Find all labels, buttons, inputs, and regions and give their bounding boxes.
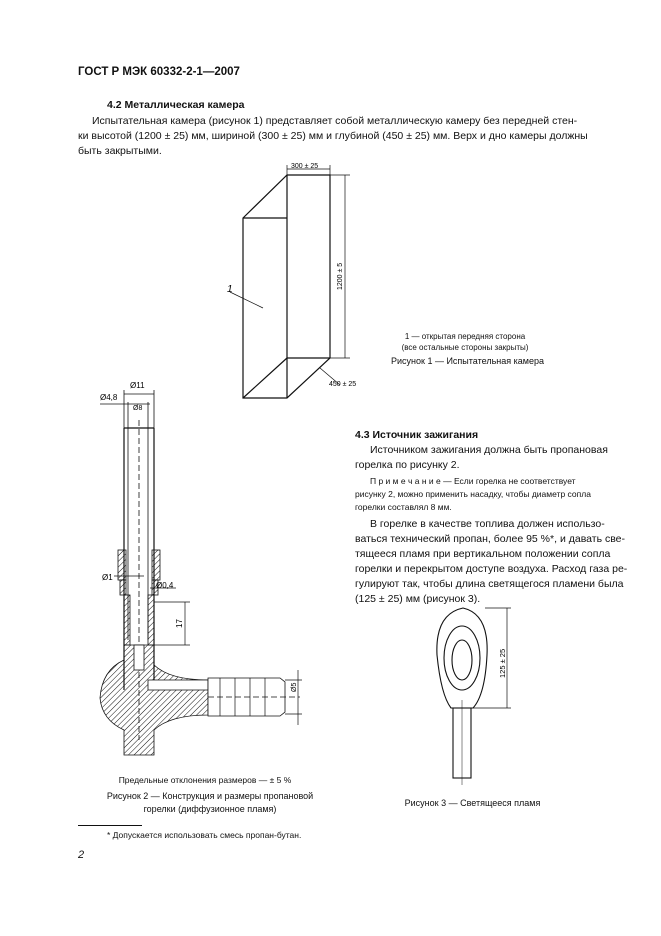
section-4-3-p2-line-3: тящееся пламя при вертикальном положении сопла bbox=[355, 548, 611, 560]
fig1-dim-width: 300 ± 25 bbox=[291, 163, 319, 170]
figure-3-caption: Рисунок 3 — Светящееся пламя bbox=[404, 798, 541, 808]
section-4-3-p2-line-4: горелки и перекрытом доступе воздуха. Расход газа ре- bbox=[355, 563, 628, 575]
fig2-dim-jet2: Ø0,4 bbox=[156, 581, 174, 590]
fig3-dim: 125 ± 25 bbox=[498, 648, 507, 678]
fig2-dim-jet1: Ø1 bbox=[102, 573, 113, 582]
note-line-3: горелки составлял 8 мм. bbox=[355, 502, 452, 512]
figure-1-caption: Рисунок 1 — Испытательная камера bbox=[391, 356, 544, 366]
section-4-2-line-1: Испытательная камера (рисунок 1) представляет собой металлическую камеру без передней стен- bbox=[92, 115, 578, 127]
section-4-3-p2-line-6: (125 ± 25) мм (рисунок 3). bbox=[355, 593, 481, 605]
fig1-legend-1: 1 — открытая передняя сторона bbox=[404, 332, 526, 341]
section-4-3-p2-line-1: В горелке в качестве топлива должен использо- bbox=[370, 518, 605, 530]
figure-2-burner-drawing bbox=[90, 380, 310, 765]
document-header: ГОСТ Р МЭК 60332-2-1—2007 bbox=[78, 66, 240, 78]
fig1-dim-height: 1200 ± 5 bbox=[337, 262, 344, 290]
figure-1-chamber-drawing bbox=[225, 160, 365, 400]
note-line-1: П р и м е ч а н и е — Если горелка не соответствует bbox=[370, 476, 576, 486]
page-number: 2 bbox=[78, 849, 85, 861]
fig2-dim-outer: Ø11 bbox=[130, 381, 145, 390]
section-4-3-p2-line-2: ваться технический пропан, более 95 %*, и давать све- bbox=[355, 533, 626, 545]
section-4-2-title: 4.2 Металлическая камера bbox=[107, 99, 245, 111]
section-4-2-line-3: быть закрытыми. bbox=[78, 145, 162, 157]
footnote-divider bbox=[78, 825, 142, 826]
note-line-2: рисунку 2, можно применить насадку, чтобы диаметр сопла bbox=[355, 489, 591, 499]
section-4-3-p1-line-1: Источником зажигания должна быть пропановая bbox=[370, 444, 608, 456]
section-4-3-title: 4.3 Источник зажигания bbox=[355, 429, 479, 441]
figure-2-caption-line-2: горелки (диффузионное пламя) bbox=[143, 804, 277, 814]
section-4-2-line-2: ки высотой (1200 ± 25) мм, шириной (300 ± 25) мм и глубиной (450 ± 25) мм. Верх и дно камеры должны bbox=[78, 130, 588, 142]
footnote: * Допускается использовать смесь пропан-бутан. bbox=[107, 830, 302, 840]
section-4-3-p1-line-2: горелка по рисунку 2. bbox=[355, 459, 460, 471]
fig1-dim-depth: 450 ± 25 bbox=[329, 381, 357, 388]
fig2-dim-17: 17 bbox=[175, 619, 184, 628]
fig2-dim-left: Ø4,8 bbox=[100, 393, 118, 402]
fig2-dim-tube: Ø5 bbox=[291, 682, 298, 692]
section-4-3-p2-line-5: гулируют так, чтобы длина светящегося пламени была bbox=[355, 578, 624, 590]
fig1-callout-1: 1 bbox=[227, 284, 233, 295]
fig2-dim-inner: Ø8 bbox=[133, 405, 143, 412]
figure-3-flame-drawing bbox=[425, 600, 525, 790]
fig2-tolerance-note: Предельные отклонения размеров — ± 5 % bbox=[118, 775, 292, 785]
figure-2-caption-line-1: Рисунок 2 — Конструкция и размеры пропановой bbox=[106, 791, 314, 801]
fig1-legend-2: (все остальные стороны закрыты) bbox=[401, 343, 529, 352]
